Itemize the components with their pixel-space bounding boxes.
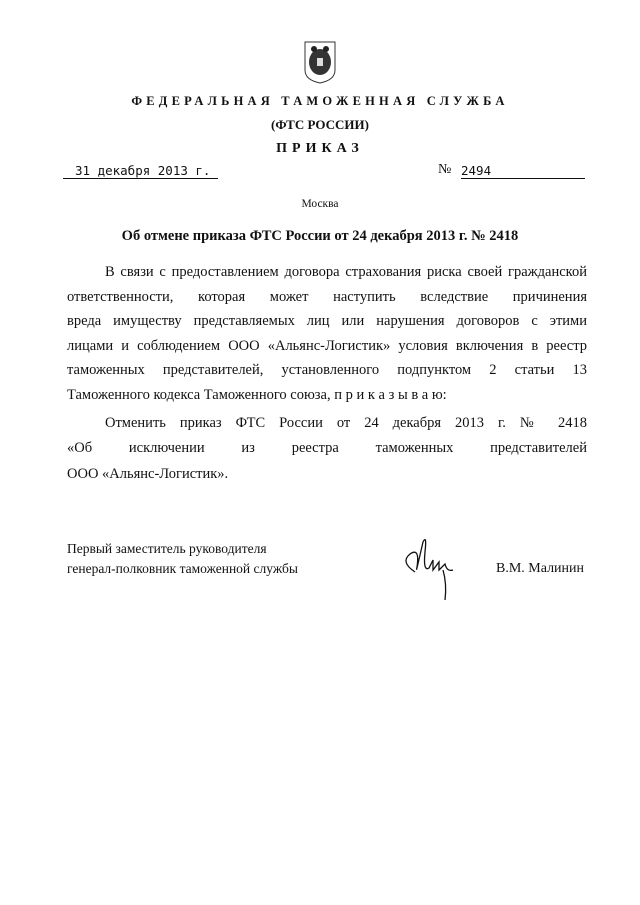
signer-name: В.М. Малинин [496, 561, 585, 576]
body-line: ООО «Альянс-Логистик». [67, 466, 229, 482]
city: Москва [301, 198, 339, 210]
body-line: таможенных представителей, установленного подпунктом 2 статьи 13 [67, 362, 587, 378]
handwritten-signature [395, 532, 465, 604]
coat-of-arms-emblem [303, 40, 337, 84]
body-line: Таможенного кодекса Таможенного союза, п р и к а з ы в а ю: [67, 387, 447, 403]
document-type: ПРИКАЗ [276, 141, 364, 156]
order-subject: Об отмене приказа ФТС России от 24 декабря 2013 г. № 2418 [121, 228, 519, 244]
organization-name: ФЕДЕРАЛЬНАЯ ТАМОЖЕННАЯ СЛУЖБА [131, 94, 509, 108]
body-line: Отменить приказ ФТС России от 24 декабря 2013 г. № 2418 [105, 415, 587, 431]
body-line: лицами и соблюдением ООО «Альянс-Логистик» условия включения в реестр [67, 338, 587, 354]
signer-position: Первый заместитель руководителя [67, 541, 267, 556]
order-number: 2494 [461, 163, 585, 179]
order-date: 31 декабря 2013 г. [63, 163, 218, 179]
body-line: В связи с предоставлением договора страхования риска своей гражданской [105, 264, 587, 280]
organization-short-name: (ФТС РОССИИ) [271, 117, 369, 132]
body-line: ответственности, которая может наступить вследствие причинения [67, 289, 587, 305]
body-line: вреда имуществу представляемых лиц или нарушения договоров с этими [67, 313, 587, 329]
number-label: № [438, 162, 452, 177]
body-line: «Об исключении из реестра таможенных представителей [67, 440, 587, 456]
signer-rank: генерал-полковник таможенной службы [67, 561, 298, 576]
